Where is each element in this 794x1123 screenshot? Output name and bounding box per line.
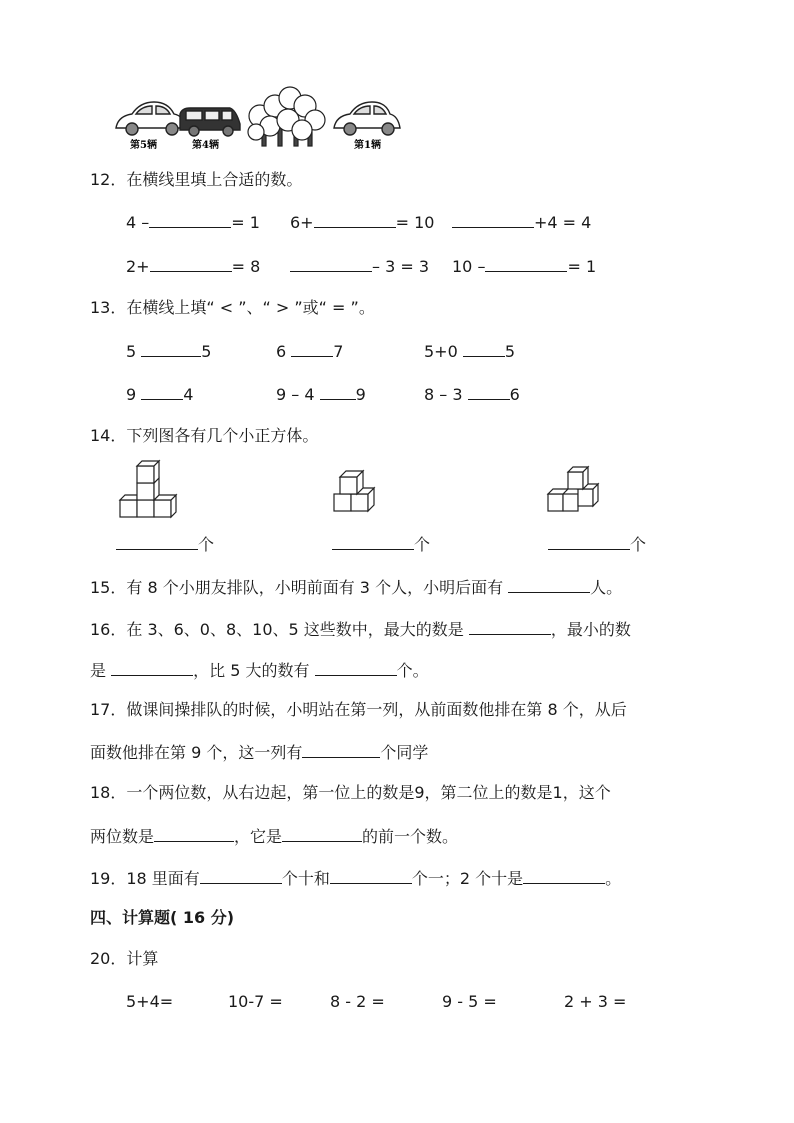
q14-title: 14．下列图各有几个小正方体。 — [90, 426, 319, 445]
q14-answer-1: 个 — [116, 533, 214, 555]
answer-blank[interactable] — [282, 825, 362, 842]
answer-blank[interactable] — [149, 211, 231, 228]
section-4-title: 四、计算题( 16 分) — [90, 908, 235, 927]
answer-blank[interactable] — [150, 255, 232, 272]
answer-blank[interactable] — [508, 576, 590, 593]
answer-blank[interactable] — [315, 659, 397, 676]
q13-row2-item2: 9 – 4 9 — [276, 385, 366, 404]
q12-row2-item3: 10 – = 1 — [452, 257, 597, 276]
answer-blank[interactable] — [290, 255, 372, 272]
answer-blank[interactable] — [111, 659, 193, 676]
answer-blank[interactable] — [154, 825, 234, 842]
q13-row1-item1: 5 5 — [126, 342, 212, 361]
q13-row2-item3: 8 – 3 6 — [424, 385, 520, 404]
q18-line1: 18．一个两位数，从右边起，第一位上的数是9，第二位上的数是1，这个 — [90, 783, 611, 802]
answer-blank[interactable] — [314, 211, 396, 228]
answer-blank[interactable] — [468, 383, 510, 400]
q12-row1-item1: 4 – = 1 — [126, 213, 260, 232]
answer-blank[interactable] — [116, 533, 198, 550]
cube-figure-1 — [118, 460, 180, 520]
q19: 19．18 里面有 个十和 个一；2 个十是 。 — [90, 869, 622, 888]
answer-blank[interactable] — [330, 867, 412, 884]
q16-line1: 16．在 3、6、0、8、10、5 这些数中，最大的数是 ，最小的数 — [90, 620, 631, 639]
q20-title: 20．计算 — [90, 949, 159, 968]
q12-row2-item2: – 3 = 3 — [290, 255, 429, 277]
q17-line1: 17．做课间操排队的时候，小明站在第一列，从前面数他排在第 8 个，从后 — [90, 700, 627, 719]
answer-blank[interactable] — [485, 255, 567, 272]
q13-row2-item1: 9 4 — [126, 385, 194, 404]
car-5-label: 第5辆 — [130, 140, 157, 151]
answer-blank[interactable] — [291, 340, 333, 357]
cube-figure-3 — [546, 464, 608, 516]
answer-blank[interactable] — [302, 741, 380, 758]
answer-blank[interactable] — [452, 211, 534, 228]
cube-figure-2 — [332, 466, 382, 516]
q13-title: 13．在横线上填“ < ”、“ > ”或“ = ”。 — [90, 298, 375, 317]
car-1-label: 第1辆 — [354, 140, 381, 151]
q20-item-3: 8 - 2 = — [330, 992, 385, 1011]
q12-row1-item3: +4 = 4 — [452, 211, 591, 233]
q12-row2-item1: 2+ = 8 — [126, 257, 261, 276]
q15: 15．有 8 个小朋友排队，小明前面有 3 个人，小明后面有 人。 — [90, 578, 623, 597]
q20-item-4: 9 - 5 = — [442, 992, 497, 1011]
q14-answer-2: 个 — [332, 533, 430, 555]
car-queue-illustration — [110, 84, 400, 156]
q12-title: 12．在横线里填上合适的数。 — [90, 170, 303, 189]
answer-blank[interactable] — [548, 533, 630, 550]
answer-blank[interactable] — [332, 533, 414, 550]
q14-answer-3: 个 — [548, 533, 646, 555]
trees-icon — [248, 87, 325, 146]
q20-item-5: 2 + 3 = — [564, 992, 627, 1011]
q16-line2: 是 ，比 5 大的数有 个。 — [90, 661, 429, 680]
answer-blank[interactable] — [320, 383, 356, 400]
q13-row1-item3: 5+0 5 — [424, 342, 516, 361]
car-4-label: 第4辆 — [192, 140, 219, 151]
answer-blank[interactable] — [463, 340, 505, 357]
answer-blank[interactable] — [523, 867, 605, 884]
q17-line2: 面数他排在第 9 个，这一列有 个同学 — [90, 743, 429, 762]
car-5-icon — [116, 102, 186, 135]
car-4-icon — [180, 108, 240, 136]
q20-item-2: 10-7 = — [228, 992, 283, 1011]
q18-line2: 两位数是 ，它是 的前一个数。 — [90, 827, 459, 846]
answer-blank[interactable] — [141, 340, 201, 357]
q20-item-1: 5+4= — [126, 992, 174, 1011]
q12-row1-item2: 6+ = 10 — [290, 213, 435, 232]
q13-row1-item2: 6 7 — [276, 342, 344, 361]
answer-blank[interactable] — [200, 867, 282, 884]
answer-blank[interactable] — [469, 618, 551, 635]
answer-blank[interactable] — [141, 383, 183, 400]
car-1-icon — [334, 102, 400, 135]
